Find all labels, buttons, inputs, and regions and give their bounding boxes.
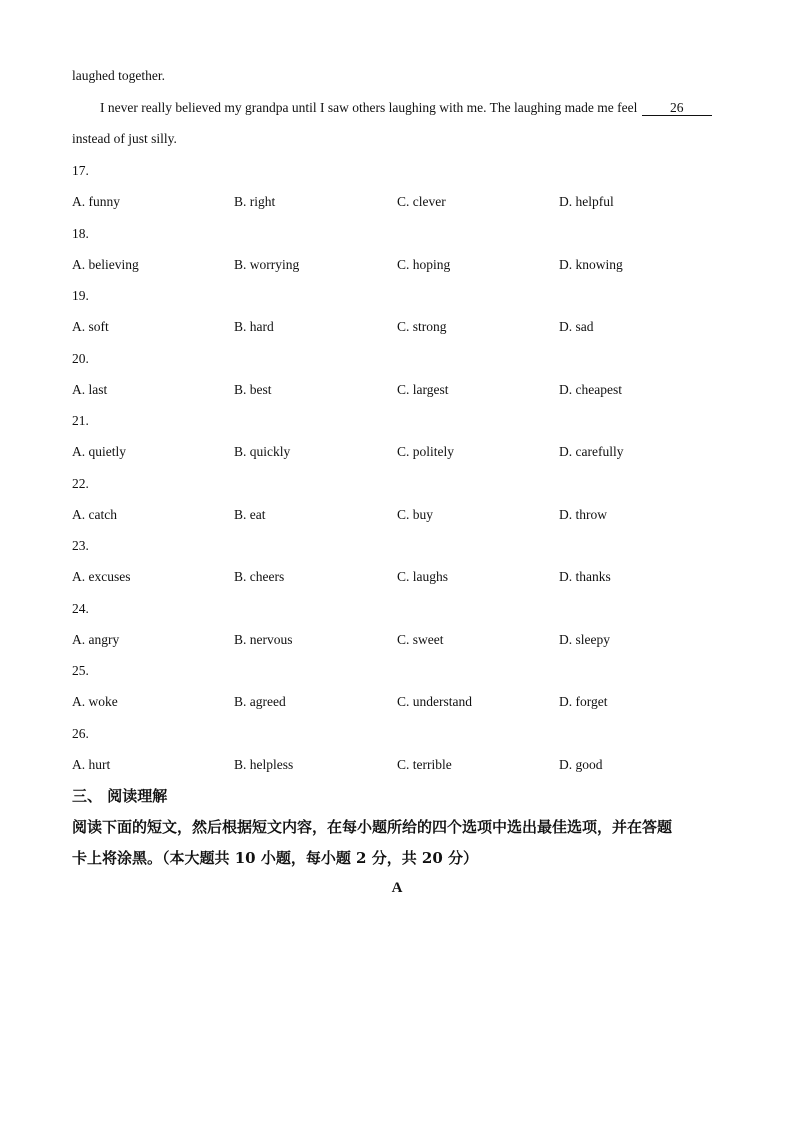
instruction-line-2: 卡上将涂黑。（本大题共 10 小题，每小题 2 分，共 20 分）: [72, 849, 479, 867]
question-number: 23.: [72, 538, 89, 553]
question-number: 25.: [72, 663, 89, 678]
answer-option-a: A. excuses: [72, 569, 131, 584]
question-number: 26.: [72, 725, 89, 741]
question-number: 19.: [72, 288, 89, 303]
answer-option-d: D. forget: [559, 694, 608, 709]
answer-option-a: A. catch: [72, 506, 117, 522]
answer-option-b: B. best: [234, 381, 272, 397]
question-number: 17.: [72, 163, 89, 178]
answer-option-c: C. terrible: [397, 756, 452, 772]
answer-option-a: A. last: [72, 381, 108, 397]
answer-option-c: C. laughs: [397, 569, 449, 584]
answer-option-b: B. cheers: [234, 569, 285, 584]
answer-option-b: B. helpless: [234, 756, 294, 772]
answer-option-c: C. understand: [397, 694, 472, 709]
answer-option-c: C. buy: [397, 506, 434, 522]
answer-option-a: A. woke: [72, 694, 118, 709]
answer-option-d: D. sad: [559, 319, 594, 334]
answer-option-d: D. cheapest: [559, 381, 622, 397]
answer-option-d: D. sleepy: [559, 631, 610, 647]
answer-option-c: C. sweet: [397, 631, 444, 647]
answer-option-d: D. knowing: [559, 256, 623, 272]
answer-option-b: B. right: [234, 194, 276, 209]
answer-option-a: A. angry: [72, 631, 120, 647]
question-number: 22.: [72, 475, 89, 491]
answer-option-c: C. hoping: [397, 256, 451, 272]
passage-line-1: laughed together.: [72, 68, 165, 83]
answer-option-b: B. eat: [234, 506, 266, 522]
blank-26: 26: [642, 101, 712, 116]
answer-option-b: B. worrying: [234, 256, 300, 272]
question-number: 20.: [72, 350, 89, 366]
passage-label: A: [391, 880, 403, 896]
instruction-line-1: 阅读下面的短文，然后根据短文内容，在每小题所给的四个选项中选出最佳选项，并在答题: [72, 818, 673, 836]
answer-option-d: D. carefully: [559, 444, 624, 459]
answer-option-b: B. quickly: [234, 444, 291, 459]
section-heading: 三、 阅读理解: [72, 787, 168, 805]
answer-option-c: C. strong: [397, 319, 447, 334]
passage-line-3: instead of just silly.: [72, 131, 177, 146]
question-number: 18.: [72, 225, 89, 241]
answer-option-b: B. agreed: [234, 694, 286, 709]
answer-option-a: A. believing: [72, 256, 139, 272]
answer-option-c: C. clever: [397, 194, 446, 209]
passage-line-2: [100, 100, 713, 116]
answer-option-b: B. hard: [234, 319, 274, 334]
question-number: 24.: [72, 600, 89, 616]
question-number: 21.: [72, 413, 89, 428]
answer-option-a: A. quietly: [72, 444, 126, 459]
answer-option-a: A. funny: [72, 194, 120, 209]
passage-line-2-text: I never really believed my grandpa until I saw others laughing with me. The laughing made me feel: [100, 100, 641, 115]
answer-option-d: D. thanks: [559, 569, 611, 584]
answer-option-b: B. nervous: [234, 631, 293, 647]
answer-option-a: A. soft: [72, 319, 109, 334]
answer-option-c: C. largest: [397, 381, 449, 397]
answer-option-d: D. throw: [559, 506, 607, 522]
answer-option-d: D. good: [559, 756, 603, 772]
answer-option-c: C. politely: [397, 444, 454, 459]
answer-option-d: D. helpful: [559, 194, 614, 209]
answer-option-a: A. hurt: [72, 756, 111, 772]
